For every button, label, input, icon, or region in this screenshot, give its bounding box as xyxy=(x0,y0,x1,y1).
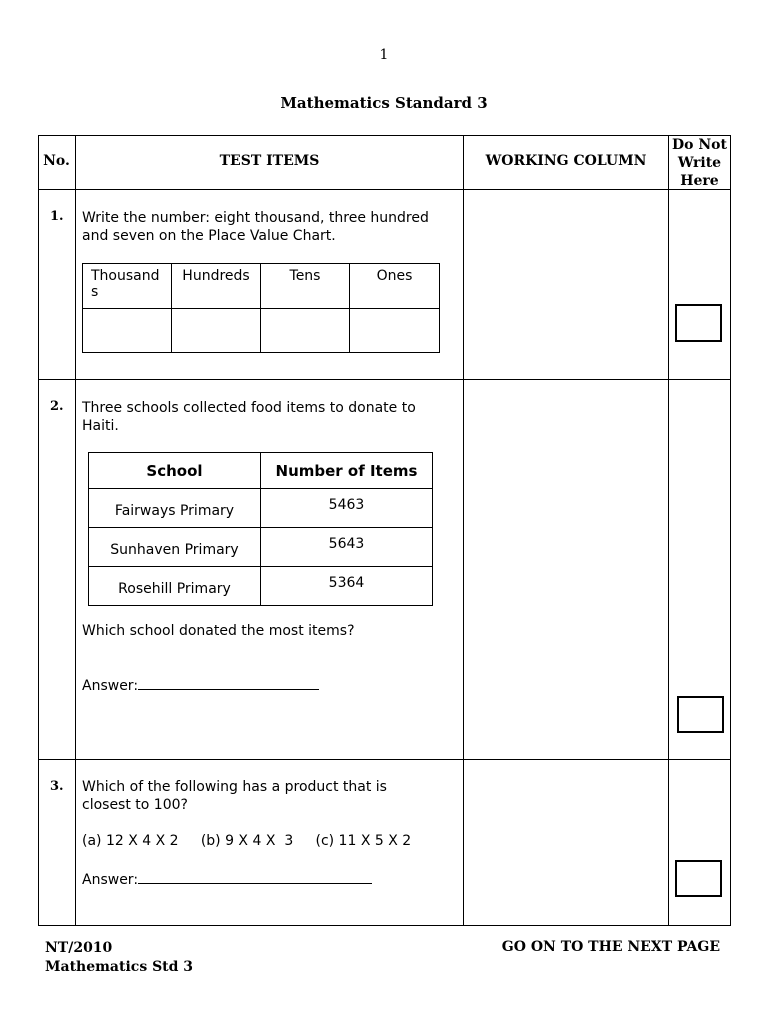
header-do-not-write-line3: Here xyxy=(680,173,719,189)
question-3-answer xyxy=(82,869,372,889)
schools-header-items: Number of Items xyxy=(261,453,433,489)
question-2-answer xyxy=(82,675,319,695)
pv-cell-thousands[interactable] xyxy=(83,309,172,353)
question-2-text-line1: Three schools collected food items to donate to xyxy=(82,400,416,416)
pv-header-hundreds: Hundreds xyxy=(172,264,261,309)
schools-table xyxy=(88,452,433,606)
header-test-items: TEST ITEMS xyxy=(219,153,320,169)
answer-line[interactable] xyxy=(138,675,319,690)
question-1-text xyxy=(82,209,429,245)
answer-line[interactable] xyxy=(138,869,372,884)
pv-header-ones: Ones xyxy=(350,264,440,309)
pv-cell-ones[interactable] xyxy=(350,309,440,353)
question-1-text-line2: and seven on the Place Value Chart. xyxy=(82,228,336,244)
answer-label: Answer: xyxy=(82,678,139,694)
footer-subject: Mathematics Std 3 xyxy=(45,959,194,975)
question-1-number: 1. xyxy=(50,209,64,224)
school-items: 5364 xyxy=(261,567,433,606)
header-no: No. xyxy=(43,153,70,169)
score-box-1[interactable] xyxy=(675,304,722,342)
question-1-text-line1: Write the number: eight thousand, three hundred xyxy=(82,210,429,226)
score-box-3[interactable] xyxy=(675,860,722,897)
question-2-prompt: Which school donated the most items? xyxy=(82,623,355,639)
footer-code: NT/2010 xyxy=(45,940,113,956)
footer-left xyxy=(45,939,193,977)
footer-next-page: GO ON TO THE NEXT PAGE xyxy=(501,939,720,955)
question-3-text-line1: Which of the following has a product that is xyxy=(82,779,387,795)
question-2-text xyxy=(82,399,416,435)
pv-header-thousands: Thousand s xyxy=(83,264,172,309)
header-do-not-write-line1: Do Not xyxy=(672,137,727,153)
question-3-text xyxy=(82,778,387,814)
question-3-options: (a) 12 X 4 X 2 (b) 9 X 4 X 3 (c) 11 X 5 X 2 xyxy=(82,833,412,849)
question-2-number: 2. xyxy=(50,399,64,414)
schools-header-school: School xyxy=(89,453,261,489)
place-value-chart xyxy=(82,263,440,353)
document-title: Mathematics Standard 3 xyxy=(280,94,488,112)
school-name: Fairways Primary xyxy=(89,489,261,528)
pv-header-tens: Tens xyxy=(261,264,350,309)
school-items: 5643 xyxy=(261,528,433,567)
answer-label: Answer: xyxy=(82,872,139,888)
school-name: Rosehill Primary xyxy=(89,567,261,606)
header-do-not-write xyxy=(669,136,730,190)
school-name: Sunhaven Primary xyxy=(89,528,261,567)
page-number: 1 xyxy=(379,47,389,63)
question-2-text-line2: Haiti. xyxy=(82,418,119,434)
question-3-text-line2: closest to 100? xyxy=(82,797,188,813)
header-working-column: WORKING COLUMN xyxy=(485,153,647,169)
question-3-number: 3. xyxy=(50,779,64,794)
school-items: 5463 xyxy=(261,489,433,528)
header-do-not-write-line2: Write xyxy=(677,155,722,171)
pv-cell-tens[interactable] xyxy=(261,309,350,353)
score-box-2[interactable] xyxy=(677,696,724,733)
pv-cell-hundreds[interactable] xyxy=(172,309,261,353)
